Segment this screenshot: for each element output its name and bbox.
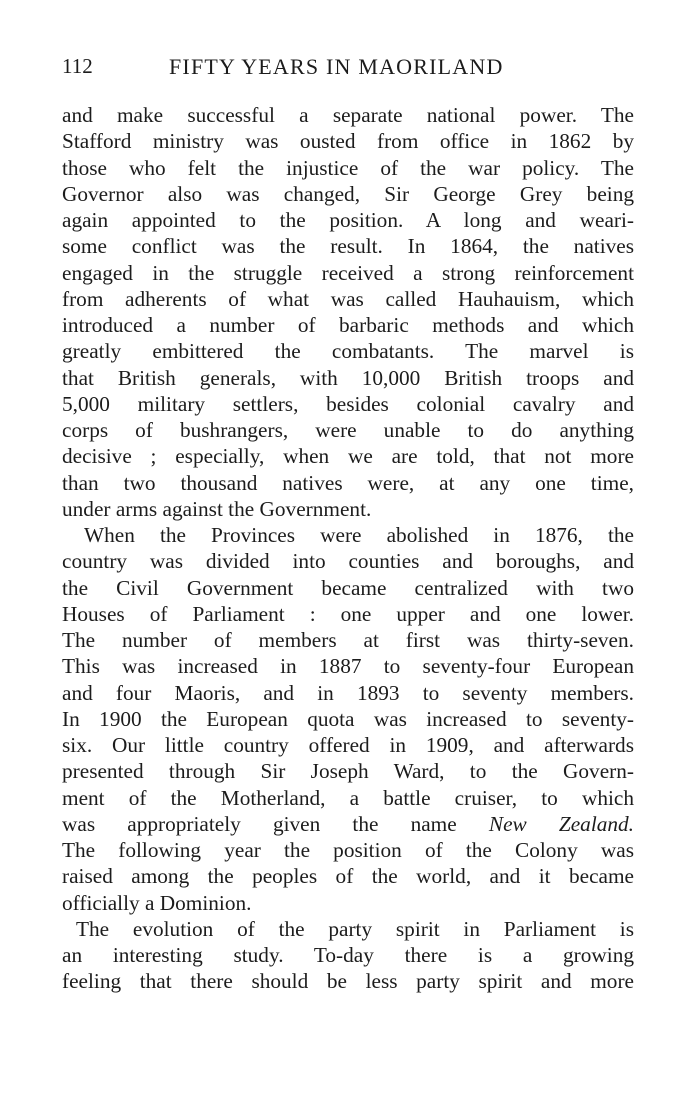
- text-line: than two thousand natives were, at any one time,: [62, 470, 634, 495]
- text-line: an interesting study. To-day there is a growing: [62, 943, 634, 967]
- text-line: Stafford ministry was ousted from office in 1862 by: [62, 129, 634, 154]
- text-line: under arms against the Government.: [62, 496, 372, 521]
- text-line: Governor also was changed, Sir George Grey being: [62, 181, 634, 206]
- text-line: presented through Sir Joseph Ward, to the Govern-: [62, 759, 634, 784]
- text-line: six. Our little country offered in 1909, and afterwards: [62, 733, 634, 757]
- body-text: [62, 102, 634, 995]
- text-line: country was divided into counties and boroughs, and: [62, 549, 634, 574]
- text-line: engaged in the struggle received a strong reinforcement: [62, 260, 634, 285]
- text-line: from adherents of what was called Hauhauism, which: [62, 286, 634, 311]
- text-line: ment of the Motherland, a battle cruiser, to which: [62, 785, 634, 810]
- book-page: [62, 46, 635, 994]
- text-line: Houses of Parliament : one upper and one lower.: [62, 601, 634, 626]
- page-number: 112: [62, 54, 93, 78]
- text-line: The following year the position of the Colony was: [62, 838, 634, 862]
- text-line-with-title: [62, 811, 634, 837]
- text-line: When the Provinces were abolished in 1876, the: [84, 523, 634, 547]
- text-line: decisive ; especially, when we are told, that not more: [62, 444, 634, 469]
- text-line: and four Maoris, and in 1893 to seventy members.: [62, 680, 634, 705]
- text-line: feeling that there should be less party spirit and more: [62, 969, 634, 994]
- text-line: officially a Dominion.: [62, 890, 252, 915]
- text-line-part: was appropriately given the name: [62, 811, 457, 836]
- text-line: The number of members at first was thirty-seven.: [62, 628, 634, 652]
- running-head: FIFTY YEARS IN MAORILAND: [169, 54, 504, 79]
- text-line: This was increased in 1887 to seventy-four European: [62, 654, 634, 679]
- text-line: those who felt the injustice of the war policy. The: [62, 155, 634, 180]
- text-line: The evolution of the party spirit in Parliament is: [76, 916, 634, 941]
- text-line: corps of bushrangers, were unable to do anything: [62, 418, 634, 442]
- text-line: In 1900 the European quota was increased to seventy-: [62, 706, 634, 731]
- text-line: that British generals, with 10,000 British troops and: [62, 365, 634, 390]
- text-line: and make successful a separate national power. The: [62, 103, 634, 127]
- text-line: introduced a number of barbaric methods and which: [62, 313, 634, 337]
- text-line: 5,000 military settlers, besides colonial cavalry and: [62, 391, 634, 416]
- page-header: [62, 46, 634, 86]
- text-line: raised among the peoples of the world, and it became: [62, 864, 634, 889]
- text-line: greatly embittered the combatants. The marvel is: [62, 339, 634, 364]
- text-line: again appointed to the position. A long and weari-: [62, 208, 634, 232]
- ship-name-italic: New Zealand.: [488, 811, 635, 836]
- text-line: some conflict was the result. In 1864, the natives: [62, 234, 634, 259]
- text-line: the Civil Government became centralized with two: [62, 575, 634, 600]
